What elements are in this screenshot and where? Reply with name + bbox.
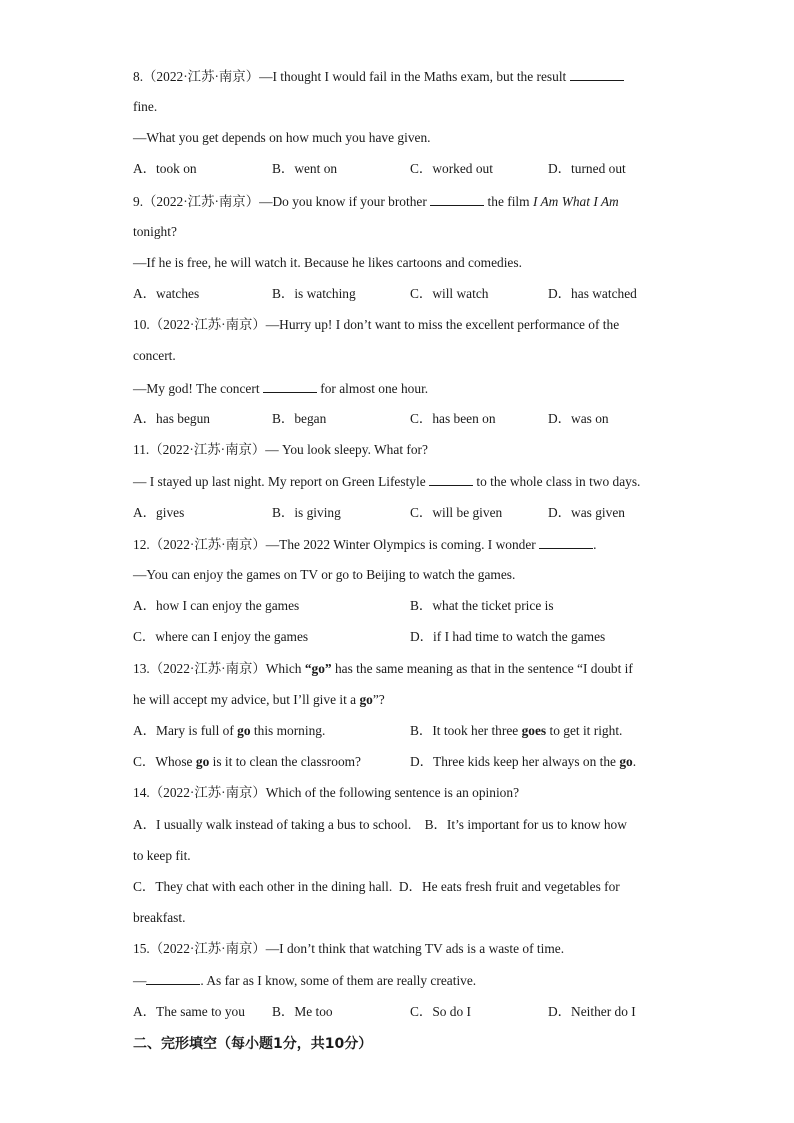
q11-stem: 11.（2022·江苏·南京）— You look sleepy. What for? [133, 442, 428, 457]
option-b[interactable]: B．went on [272, 161, 338, 176]
option-b[interactable]: B．is giving [272, 505, 341, 520]
option-c[interactable]: C．where can I enjoy the games [133, 629, 309, 644]
answer-blank [429, 472, 473, 486]
q13-stem-cont: he will accept my advice, but I’ll give it a go”? [133, 692, 385, 707]
q14-options-cd[interactable]: C．They chat with each other in the dining hall. D．He eats fresh fruit and vegetables for [133, 879, 620, 894]
option-d[interactable]: D．has watched [548, 286, 637, 301]
option-d[interactable]: D．turned out [548, 161, 626, 176]
keyword: go [359, 692, 373, 707]
option-b[interactable]: B．Me too [272, 1004, 333, 1019]
option-b[interactable]: B．what the ticket price is [410, 598, 554, 613]
q12-reply: —You can enjoy the games on TV or go to Beijing to watch the games. [133, 567, 516, 582]
option-a[interactable]: A．how I can enjoy the games [133, 598, 300, 613]
option-b[interactable]: B．is watching [272, 286, 356, 301]
option-a[interactable]: A．The same to you [133, 1004, 245, 1019]
q9-stem: 9.（2022·江苏·南京）—Do you know if your brother the film I Am What I Am [133, 194, 619, 209]
option-d[interactable]: D．was on [548, 411, 609, 426]
q8-stem-cont: fine. [133, 99, 158, 114]
keyword: “go” [304, 661, 332, 676]
option-a[interactable]: A．watches [133, 286, 200, 301]
option-c[interactable]: C．will be given [410, 505, 503, 520]
option-d[interactable]: D．was given [548, 505, 625, 520]
option-a[interactable]: A．Mary is full of go this morning. [133, 723, 326, 738]
q9-reply: —If he is free, he will watch it. Because he likes cartoons and comedies. [133, 255, 522, 270]
q8-stem: 8.（2022·江苏·南京）—I thought I would fail in the Maths exam, but the result [133, 67, 624, 86]
option-d[interactable]: D．if I had time to watch the games [410, 629, 606, 644]
q10-stem-cont: concert. [133, 348, 176, 363]
option-d[interactable]: D．Three kids keep her always on the go. [410, 754, 637, 769]
option-c[interactable]: C．worked out [410, 161, 493, 176]
q10-stem: 10.（2022·江苏·南京）—Hurry up! I don’t want to miss the excellent performance of the [133, 317, 620, 332]
answer-blank [570, 67, 624, 81]
option-b[interactable]: B．began [272, 411, 327, 426]
section-title: 二、完形填空（每小题1分，共10分） [133, 1036, 373, 1052]
option-a[interactable]: A．gives [133, 505, 185, 520]
q13-stem: 13.（2022·江苏·南京）Which “go” has the same meaning as that in the sentence “I doubt if [133, 661, 633, 676]
film-title: I Am What I Am [532, 194, 619, 209]
q10-reply: —My god! The concert for almost one hour. [133, 381, 429, 396]
option-c[interactable]: C．will watch [410, 286, 489, 301]
answer-blank [539, 535, 593, 549]
option-b[interactable]: B．It took her three goes to get it right. [410, 723, 623, 738]
q9-stem-cont: tonight? [133, 224, 177, 239]
option-c[interactable]: C．So do I [410, 1004, 472, 1019]
q14-options-cd-cont: breakfast. [133, 910, 186, 925]
answer-blank [146, 971, 200, 985]
q14-options-ab[interactable]: A．I usually walk instead of taking a bus to school. B．It’s important for us to know how [133, 817, 627, 832]
q14-stem: 14.（2022·江苏·南京）Which of the following sentence is an opinion? [133, 785, 520, 800]
answer-blank [430, 192, 484, 206]
q8-reply: —What you get depends on how much you have given. [133, 130, 431, 145]
option-c[interactable]: C．Whose go is it to clean the classroom? [133, 754, 361, 769]
q11-reply: — I stayed up last night. My report on Green Lifestyle to the whole class in two days. [133, 474, 641, 489]
answer-blank [263, 379, 317, 393]
q14-options-ab-cont: to keep fit. [133, 848, 191, 863]
q15-reply: — . As far as I know, some of them are really creative. [133, 973, 477, 988]
q15-stem: 15.（2022·江苏·南京）—I don’t think that watching TV ads is a waste of time. [133, 941, 565, 956]
option-d[interactable]: D．Neither do I [548, 1004, 636, 1019]
option-c[interactable]: C．has been on [410, 411, 496, 426]
option-a[interactable]: A．took on [133, 161, 197, 176]
option-a[interactable]: A．has begun [133, 411, 210, 426]
q12-stem: 12.（2022·江苏·南京）—The 2022 Winter Olympics is coming. I wonder . [133, 537, 597, 552]
